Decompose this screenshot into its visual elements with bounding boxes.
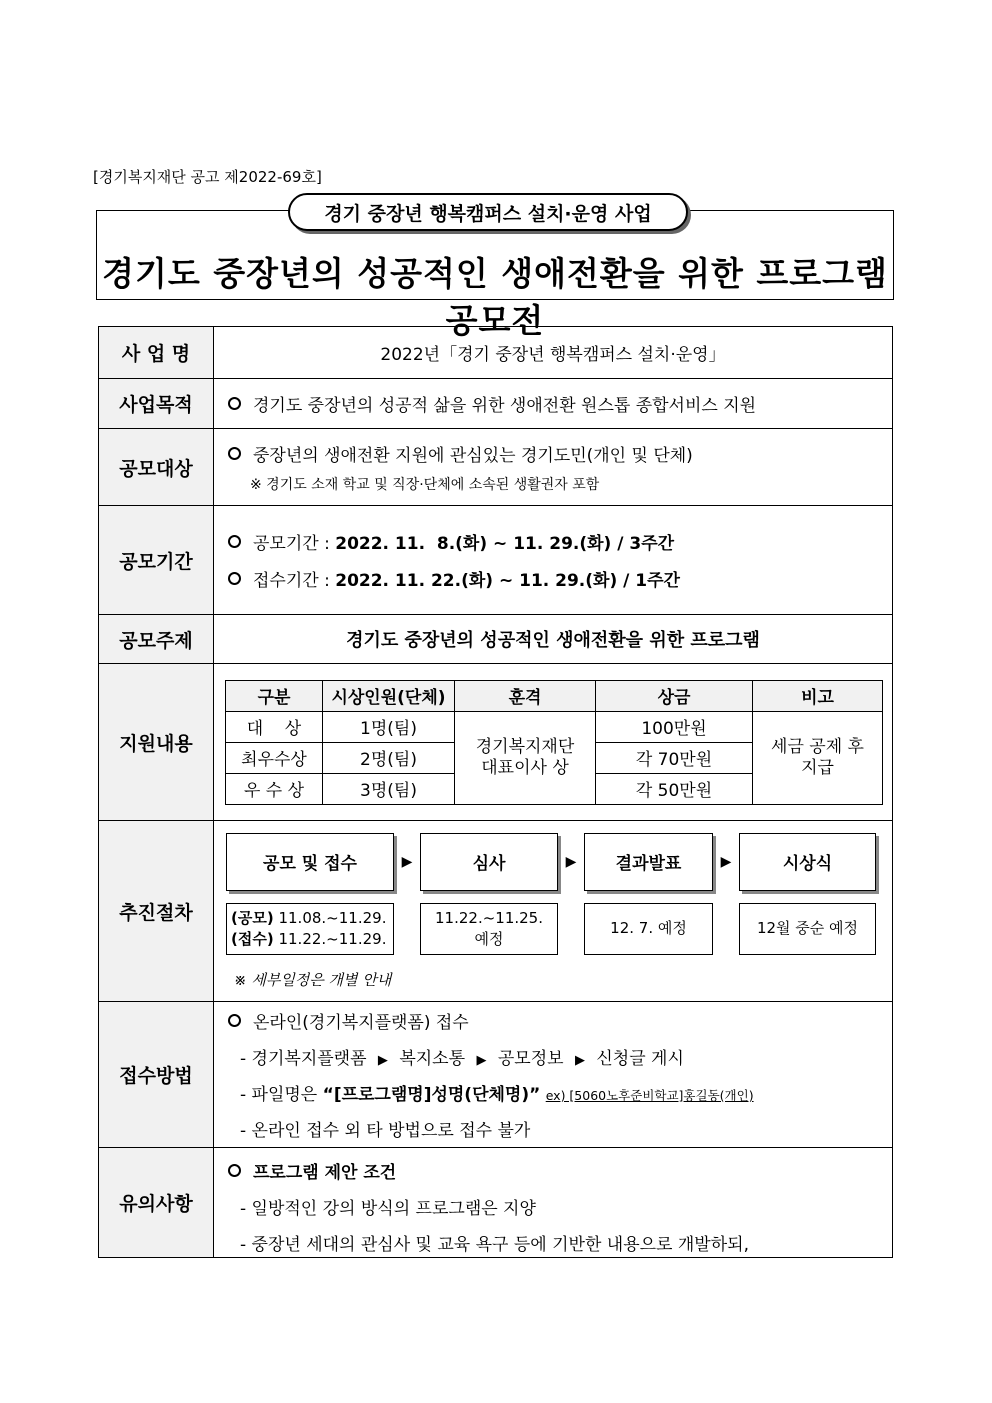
row-label-theme: 공모주제: [99, 615, 214, 664]
theme-value: 경기도 중장년의 성공적인 생애전환을 위한 프로그램: [214, 615, 893, 664]
path-item: 경기복지플랫폼: [251, 1049, 367, 1069]
arrow-right-icon: ▶: [476, 1053, 487, 1068]
award-table: [225, 680, 883, 805]
bullet-circle-icon: [228, 1014, 241, 1027]
caution-line2: - 일방적인 강의 방식의 프로그램은 지양: [240, 1199, 536, 1219]
award-header: 훈격: [455, 680, 596, 711]
main-title: 경기도 중장년의 성공적인 생애전환을 위한 프로그램 공모전: [102, 254, 888, 340]
date-review-range: 11.22.~11.25.: [435, 909, 543, 928]
date-apply-tag: (공모): [231, 909, 274, 928]
award-grade: 대 상: [226, 711, 323, 742]
bullet-circle-icon: [228, 535, 241, 548]
award-prize: 100만원: [596, 711, 753, 742]
bullet-circle-icon: [228, 1164, 241, 1177]
step-announce: 결과발표: [584, 833, 713, 891]
filename-example: ex) [5060노후준비학교]홍길동(개인): [545, 1088, 754, 1103]
award-prize: 각 70만원: [596, 742, 753, 773]
target-note: ※ 경기도 소재 학교 및 직장·단체에 소속된 생활권자 포함: [250, 476, 600, 493]
period-line2-prefix: 접수기간 :: [253, 571, 336, 591]
date-review-note: 예정: [474, 929, 504, 948]
date-review: [420, 903, 558, 955]
row-label-business-name: 사 업 명: [99, 327, 214, 379]
path-item: 복지소통: [399, 1049, 466, 1069]
award-count: 2명(팀): [323, 742, 455, 773]
award-prize: 각 50만원: [596, 773, 753, 804]
row-label-method: 접수방법: [99, 1002, 214, 1148]
row-label-caution: 유의사항: [99, 1148, 214, 1258]
period-line2-value: 2022. 11. 22.(화) ~ 11. 29.(화) / 1주간: [335, 571, 680, 591]
date-ceremony: 12월 중순 예정: [739, 903, 876, 955]
caution-line1: 프로그램 제안 조건: [253, 1163, 397, 1183]
row-label-support: 지원내용: [99, 664, 214, 821]
row-label-purpose: 사업목적: [99, 379, 214, 429]
program-pill: 경기 중장년 행복캠퍼스 설치·운영 사업: [288, 193, 688, 231]
row-label-period: 공모기간: [99, 506, 214, 615]
bullet-circle-icon: [228, 447, 241, 460]
award-header: 구분: [226, 680, 323, 711]
row-label-procedure: 추진절차: [99, 821, 214, 1002]
caution-line3: - 중장년 세대의 관심사 및 교육 욕구 등에 기반한 내용으로 개발하되,: [240, 1235, 749, 1255]
step-apply: 공모 및 접수: [226, 833, 394, 891]
row-label-target: 공모대상: [99, 429, 214, 506]
date-apply: [226, 903, 394, 955]
purpose-value: 경기도 중장년의 성공적 삶을 위한 생애전환 원스톱 종합서비스 지원: [253, 396, 757, 416]
target-value: 중장년의 생애전환 지원에 관심있는 경기도민(개인 및 단체): [253, 445, 693, 466]
arrow-right-icon: ▶: [574, 1053, 585, 1068]
award-count: 1명(팀): [323, 711, 455, 742]
filename-prefix: - 파일명은: [240, 1085, 323, 1105]
arrow-right-icon: ▶: [720, 853, 732, 870]
date-apply-range: 11.08.~11.29.: [273, 909, 387, 928]
bullet-circle-icon: [228, 397, 241, 410]
award-header: 시상인원(단체): [323, 680, 455, 711]
step-ceremony: 시상식: [739, 833, 876, 891]
date-receive-tag: (접수): [231, 929, 274, 948]
award-remark: 세금 공제 후 지급: [753, 711, 883, 804]
procedure-note: ※ 세부일정은 개별 안내: [234, 970, 392, 989]
business-name-value: 2022년「경기 중장년 행복캠퍼스 설치·운영」: [214, 327, 893, 379]
notice-number: [경기복지재단 공고 제2022-69호]: [93, 168, 322, 186]
period-line1-prefix: 공모기간 :: [253, 534, 336, 554]
method-line4: - 온라인 접수 외 타 방법으로 접수 불가: [240, 1121, 531, 1141]
award-grade: 우 수 상: [226, 773, 323, 804]
date-receive-range: 11.22.~11.29.: [273, 929, 387, 948]
filename-value: “[프로그램명]성명(단체명)”: [322, 1085, 541, 1105]
path-item: 신청글 게시: [596, 1049, 684, 1069]
bullet-circle-icon: [228, 572, 241, 585]
arrow-right-icon: ▶: [377, 1053, 388, 1068]
award-honor: 경기복지재단 대표이사 상: [455, 711, 596, 804]
award-header: 비고: [753, 680, 883, 711]
method-path: - 경기복지플랫폼 ▶ 복지소통 ▶ 공모정보 ▶ 신청글 게시: [240, 1049, 684, 1069]
award-grade: 최우수상: [226, 742, 323, 773]
date-announce: 12. 7. 예정: [584, 903, 713, 955]
award-count: 3명(팀): [323, 773, 455, 804]
period-line1-value: 2022. 11. 8.(화) ~ 11. 29.(화) / 3주간: [335, 534, 675, 554]
arrow-right-icon: ▶: [565, 853, 577, 870]
arrow-right-icon: ▶: [401, 853, 413, 870]
method-line1: 온라인(경기복지플랫폼) 접수: [253, 1013, 469, 1033]
info-table: [98, 326, 893, 1258]
path-item: 공모정보: [497, 1049, 564, 1069]
step-review: 심사: [420, 833, 558, 891]
award-header: 상금: [596, 680, 753, 711]
